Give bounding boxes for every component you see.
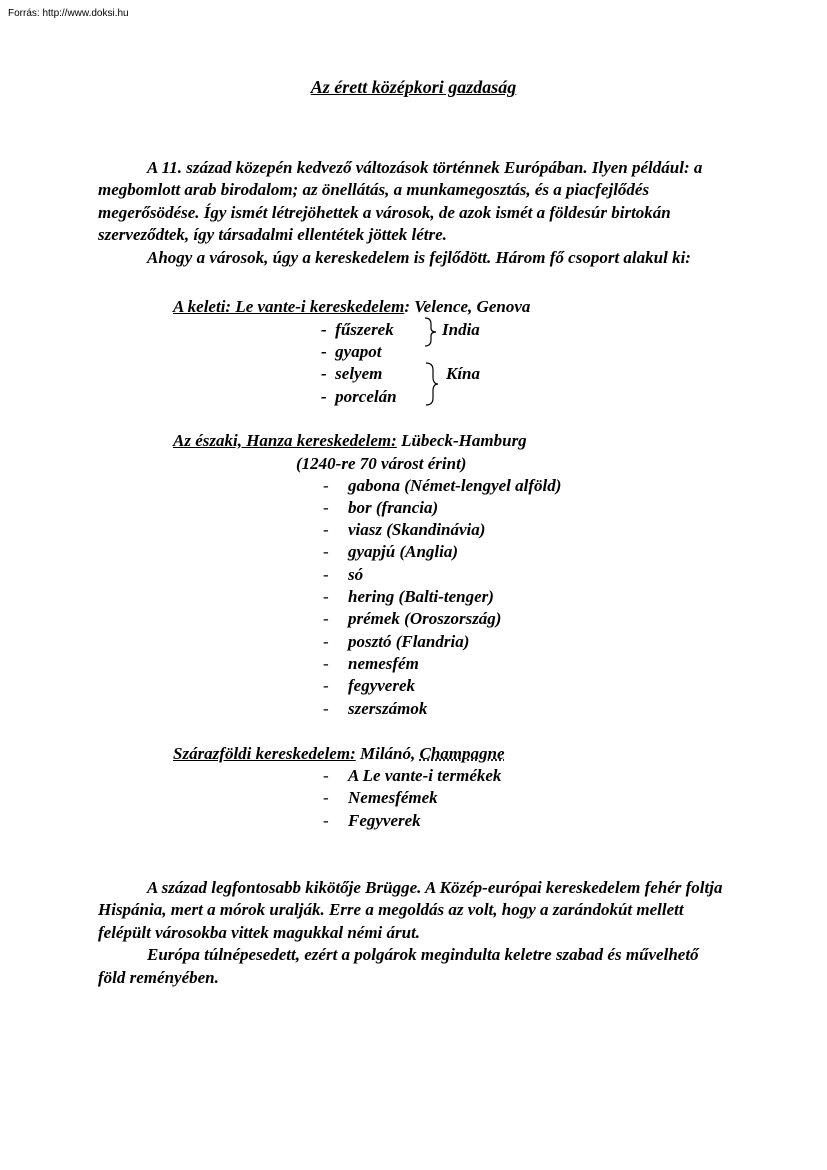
hanza-heading: Az északi, Hanza kereskedelem: [173,431,397,450]
hanza-heading-line [173,430,527,452]
land-item: - Fegyverek [323,811,421,830]
hanza-item: - hering (Balti-tenger) [323,587,494,606]
levante-item: - fűszerek [321,320,394,339]
levante-heading-line [173,296,530,318]
hanza-item: - prémek (Oroszország) [323,609,502,628]
kina-label: Kína [446,364,481,383]
page-title: Az érett középkori gazdaság [310,77,517,97]
hanza-item: - fegyverek [323,676,416,695]
hanza-item: - gabona (Német-lengyel alföld) [323,476,562,495]
hanza-item: - posztó (Flandria) [323,632,470,651]
land-city-champagne: Champagne [419,744,505,763]
land-heading-line [173,743,505,765]
closing-section [98,877,723,989]
intro-paragraph-2: Ahogy a városok, úgy a kereskedelem is fejlődött. Három fő csoport alakul ki: [147,247,691,267]
closing-paragraph-2: Európa túlnépesedett, ezért a polgárok megindulta keletre szabad és művelhető föld reményében. [98,945,699,987]
hanza-item: - gyapjú (Anglia) [323,542,459,561]
source-line: Forrás: http://www.doksi.hu [8,8,129,19]
hanza-note: (1240-re 70 várost érint) [296,454,467,473]
kina-brace-icon [422,361,442,407]
hanza-item: - nemesfém [323,654,419,673]
closing-paragraph-1: A század legfontosabb kikötője Brügge. A Közép-európai kereskedelem fehér foltja Hispánia, mert a mórok uralják. Erre a megoldás az volt, hogy a zarándokút mellett felépült városokba vittek magukkal némi árut. [98,878,723,942]
levante-heading: A keleti: Le vante-i kereskedelem [173,297,405,316]
land-city-milano: Milánó, [355,744,420,763]
hanza-item: - szerszámok [323,699,428,718]
india-label: India [442,320,480,339]
land-item: - A Le vante-i termékek [323,766,502,785]
land-item: - Nemesfémek [323,788,438,807]
land-heading: Szárazföldi kereskedelem: [173,744,356,763]
hanza-item: - só [323,565,364,584]
levante-item: - porcelán [321,387,397,406]
hanza-cities: Lübeck-Hamburg [396,431,527,450]
india-brace-icon [421,316,441,348]
hanza-item: - bor (francia) [323,498,439,517]
levante-item: - selyem [321,364,383,383]
levante-cities: : Velence, Genova [404,297,531,316]
hanza-item: - viasz (Skandinávia) [323,520,486,539]
levante-item: - gyapot [321,342,382,361]
intro-paragraph-1: A 11. század közepén kedvező változások történnek Európában. Ilyen például: a megbomlott arab birodalom; az önellátás, a munkamegosztás, és a piacfejlődés megerősödése. Így ismét létrejöhettek a városok, de azok ismét a földesúr birtokán szerveződtek, így társadalmi ellentétek jöttek létre. [98,158,703,245]
intro-section [98,157,723,269]
